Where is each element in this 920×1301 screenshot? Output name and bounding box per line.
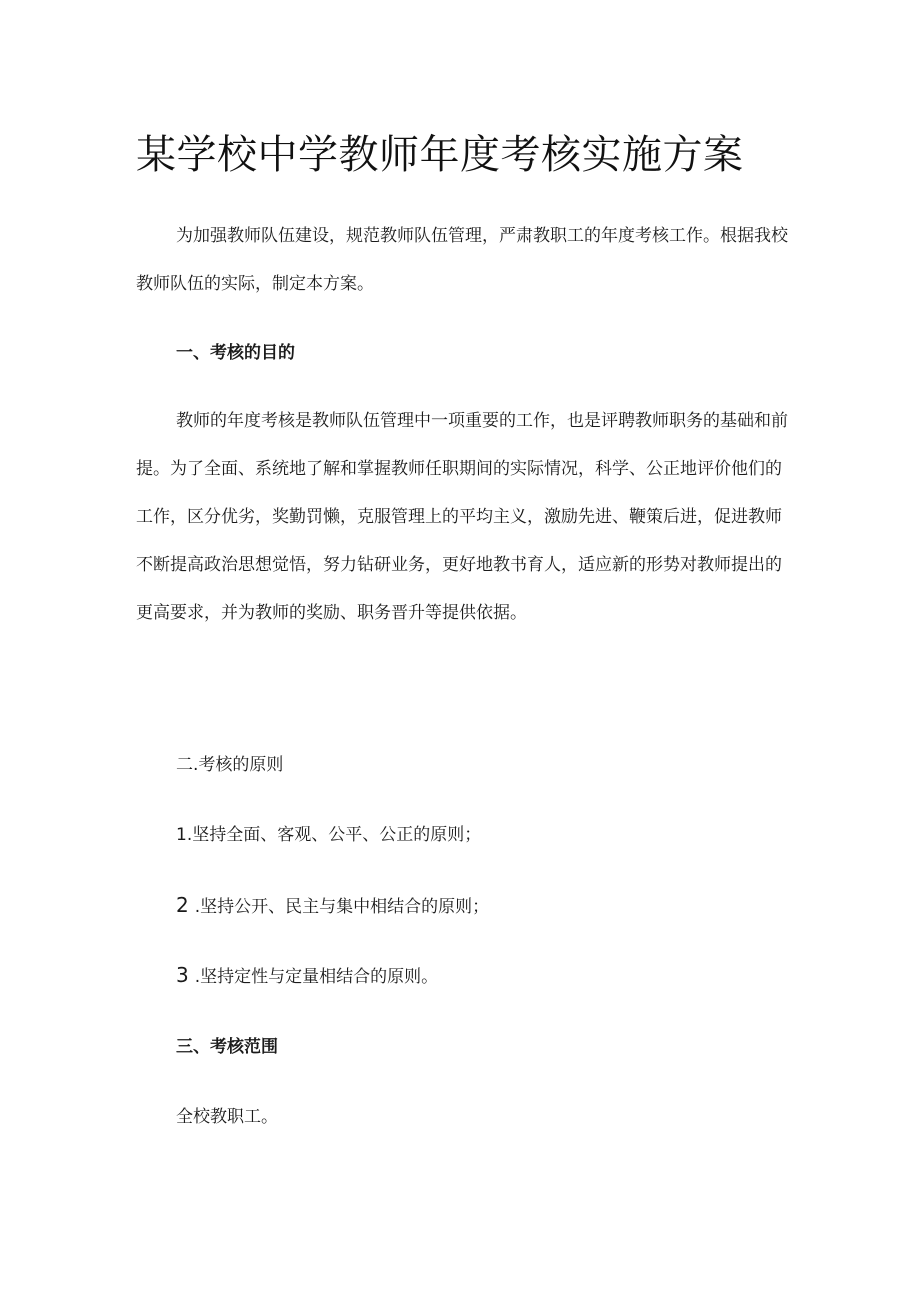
principle-item-3 [176,960,438,992]
principle-item-1-number: 1. [176,825,193,845]
section-3-body: 全校教职工。 [176,1107,278,1127]
section-1-body: 教师的年度考核是教师队伍管理中一项重要的工作，也是评聘教师职务的基础和前提。为了全面、系统地了解和掌握教师任职期间的实际情况，科学、公正地评价他们的工作，区分优劣，奖勤罚懒，克服管理上的平均主义，激励先进、鞭策后进，促进教师不断提高政治思想觉悟，努力钻研业务，更好地教书育人，适应新的形势对教师提出的更高要求，并为教师的奖励、职务晋升等提供依据。 [136,411,788,623]
principle-item-2 [176,890,489,922]
principle-item-3-number: 3 [176,963,189,987]
principle-item-1-text: 坚持全面、客观、公平、公正的原则； [192,825,482,845]
section-3-heading: 三、考核范围 [176,1037,278,1057]
principle-item-3-text: .坚持定性与定量相结合的原则。 [194,967,439,987]
principle-item-2-text: .坚持公开、民主与集中相结合的原则； [194,897,490,917]
section-1-heading: 一、考核的目的 [176,343,295,363]
section-2-heading: 二.考核的原则 [176,755,284,775]
document-title: 某学校中学教师年度考核实施方案 [136,132,744,178]
principle-item-1 [176,820,481,850]
principle-item-2-number: 2 [176,893,189,917]
intro-paragraph: 为加强教师队伍建设，规范教师队伍管理，严肃教职工的年度考核工作。根据我校教师队伍的实际，制定本方案。 [136,226,788,294]
